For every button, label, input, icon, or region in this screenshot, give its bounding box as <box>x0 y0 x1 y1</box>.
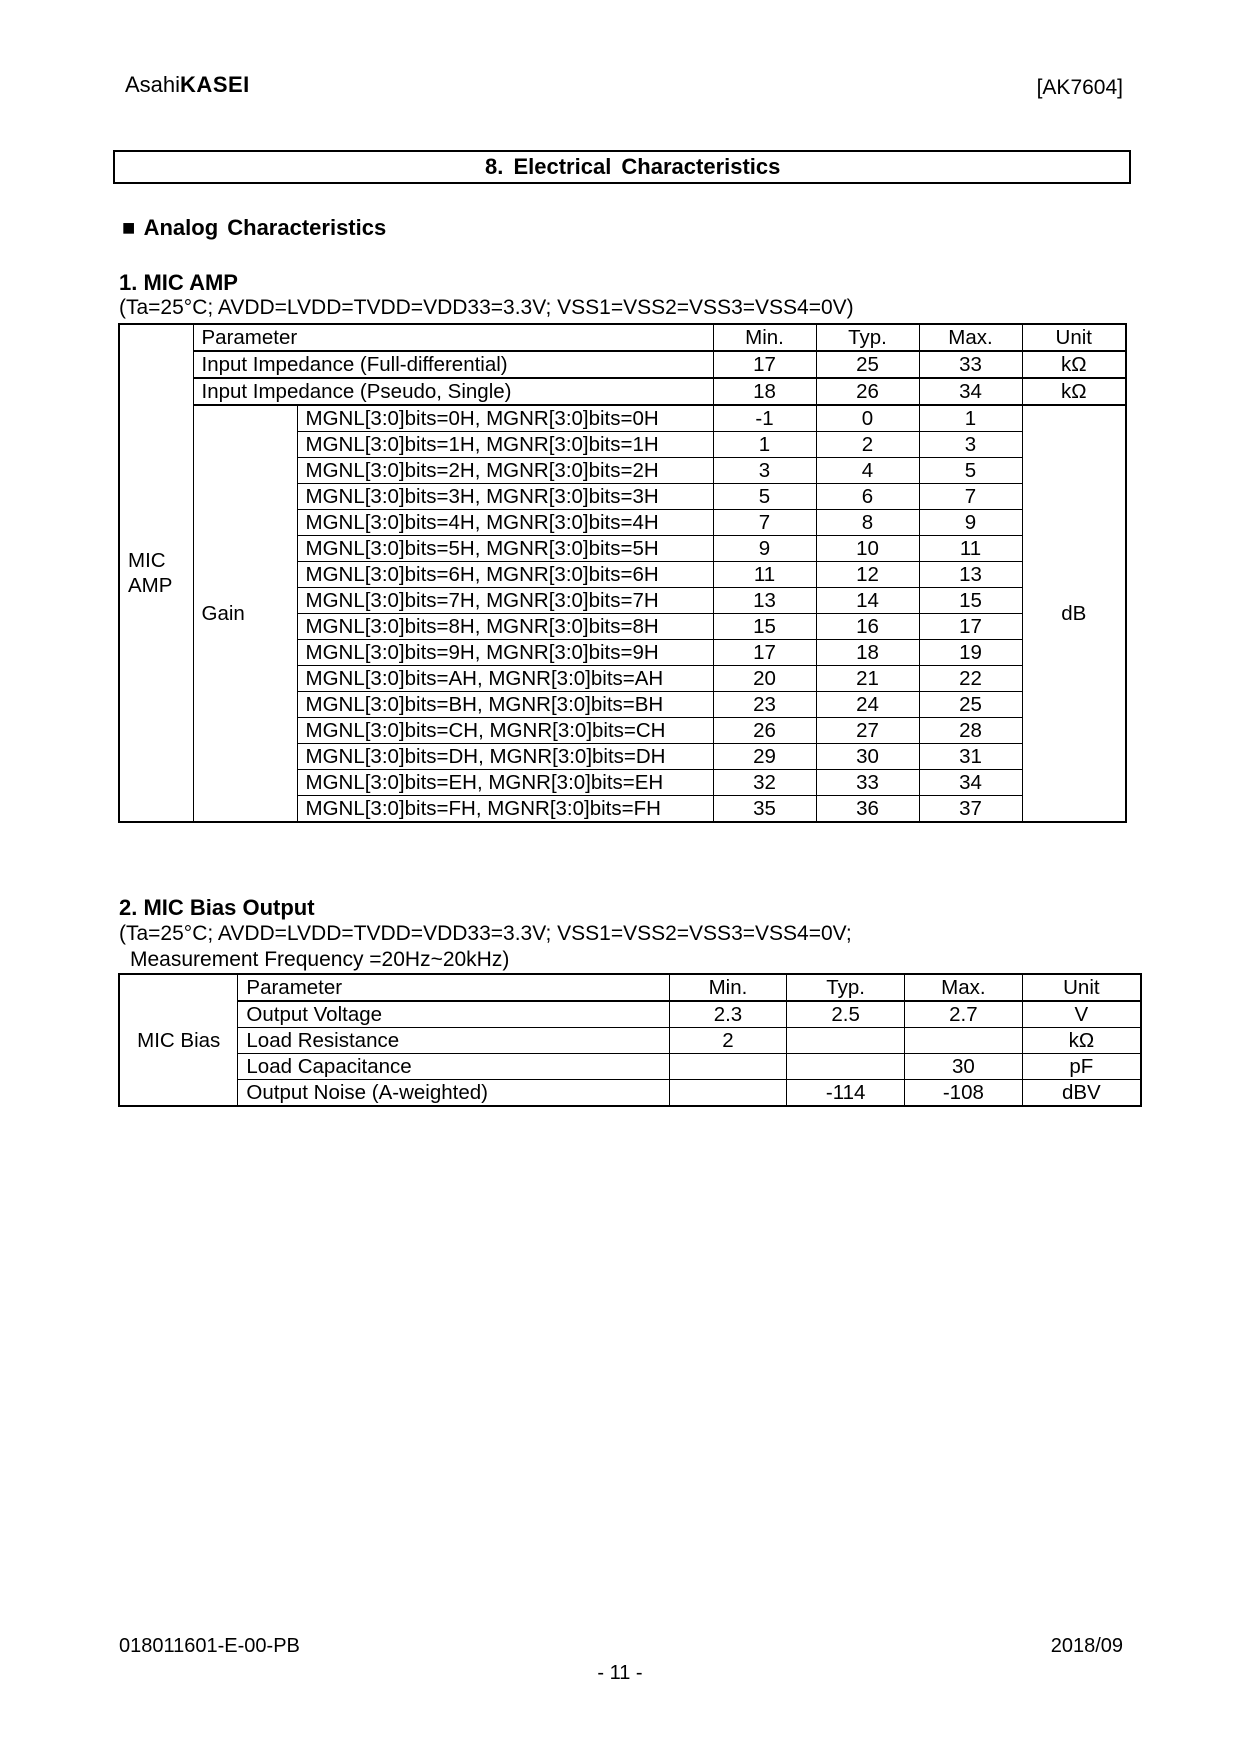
document-tag: [AK7604] <box>1036 76 1123 99</box>
min-cell: 7 <box>713 510 816 536</box>
min-cell: 35 <box>713 796 816 823</box>
max-cell: 22 <box>919 666 1022 692</box>
gain-condition-cell: MGNL[3:0]bits=AH, MGNR[3:0]bits=AH <box>297 666 713 692</box>
gain-condition-cell: MGNL[3:0]bits=BH, MGNR[3:0]bits=BH <box>297 692 713 718</box>
parameter-cell: Input Impedance (Full-differential) <box>193 351 713 378</box>
table-row <box>119 1080 1141 1107</box>
gain-condition-cell: MGNL[3:0]bits=1H, MGNR[3:0]bits=1H <box>297 432 713 458</box>
unit-cell: pF <box>1022 1054 1141 1080</box>
header-unit: Unit <box>1022 324 1126 351</box>
min-cell: 26 <box>713 718 816 744</box>
mic-bias-heading: 2. MIC Bias Output <box>119 895 315 920</box>
header-parameter: Parameter <box>193 324 713 351</box>
header-min: Min. <box>713 324 816 351</box>
gain-condition-cell: MGNL[3:0]bits=8H, MGNR[3:0]bits=8H <box>297 614 713 640</box>
typ-cell: 30 <box>816 744 919 770</box>
company-logo <box>125 72 250 98</box>
header-parameter: Parameter <box>238 974 669 1001</box>
section-title: 8. Electrical Characteristics <box>485 154 781 179</box>
max-cell: 15 <box>919 588 1022 614</box>
typ-cell <box>787 1054 905 1080</box>
max-cell: 25 <box>919 692 1022 718</box>
min-cell: 29 <box>713 744 816 770</box>
header-unit: Unit <box>1022 974 1141 1001</box>
min-cell: 2 <box>669 1028 787 1054</box>
max-cell: 31 <box>919 744 1022 770</box>
gain-condition-cell: MGNL[3:0]bits=CH, MGNR[3:0]bits=CH <box>297 718 713 744</box>
parameter-cell: Input Impedance (Pseudo, Single) <box>193 378 713 405</box>
unit-cell: kΩ <box>1022 351 1126 378</box>
mic-amp-group-label <box>119 324 193 822</box>
min-cell: 9 <box>713 536 816 562</box>
unit-cell: kΩ <box>1022 1028 1141 1054</box>
mic-amp-table <box>118 323 1127 823</box>
gain-condition-cell: MGNL[3:0]bits=7H, MGNR[3:0]bits=7H <box>297 588 713 614</box>
group-label-line-1: MIC <box>128 549 166 572</box>
parameter-cell: Output Noise (A-weighted) <box>238 1080 669 1107</box>
max-cell: 33 <box>919 351 1022 378</box>
mic-bias-conditions-2: Measurement Frequency =20Hz~20kHz) <box>130 948 510 971</box>
gain-condition-cell: MGNL[3:0]bits=DH, MGNR[3:0]bits=DH <box>297 744 713 770</box>
gain-label: Gain <box>193 405 297 822</box>
min-cell: 32 <box>713 770 816 796</box>
min-cell: 17 <box>713 351 816 378</box>
logo-brand: KASEI <box>180 72 250 97</box>
max-cell: 11 <box>919 536 1022 562</box>
max-cell: 34 <box>919 378 1022 405</box>
typ-cell: 16 <box>816 614 919 640</box>
min-cell: 1 <box>713 432 816 458</box>
table-header-row <box>119 974 1141 1001</box>
logo-prefix: Asahi <box>125 72 181 97</box>
max-cell: 13 <box>919 562 1022 588</box>
mic-bias-table <box>118 973 1142 1107</box>
min-cell: 13 <box>713 588 816 614</box>
typ-cell: 2.5 <box>787 1001 905 1028</box>
header-typ: Typ. <box>787 974 905 1001</box>
typ-cell: 2 <box>816 432 919 458</box>
typ-cell: 24 <box>816 692 919 718</box>
typ-cell: 25 <box>816 351 919 378</box>
min-cell: 3 <box>713 458 816 484</box>
max-cell: 34 <box>919 770 1022 796</box>
max-cell: 1 <box>919 405 1022 432</box>
header-min: Min. <box>669 974 787 1001</box>
table-row <box>119 1001 1141 1028</box>
max-cell: 9 <box>919 510 1022 536</box>
min-cell <box>669 1080 787 1107</box>
gain-condition-cell: MGNL[3:0]bits=2H, MGNR[3:0]bits=2H <box>297 458 713 484</box>
max-cell: 19 <box>919 640 1022 666</box>
typ-cell <box>787 1028 905 1054</box>
max-cell: 2.7 <box>905 1001 1023 1028</box>
gain-condition-cell: MGNL[3:0]bits=4H, MGNR[3:0]bits=4H <box>297 510 713 536</box>
typ-cell: 33 <box>816 770 919 796</box>
typ-cell: -114 <box>787 1080 905 1107</box>
min-cell: 17 <box>713 640 816 666</box>
unit-cell: kΩ <box>1022 378 1126 405</box>
typ-cell: 18 <box>816 640 919 666</box>
max-cell: 5 <box>919 458 1022 484</box>
max-cell: 37 <box>919 796 1022 823</box>
max-cell: 30 <box>905 1054 1023 1080</box>
gain-condition-cell: MGNL[3:0]bits=9H, MGNR[3:0]bits=9H <box>297 640 713 666</box>
min-cell: 15 <box>713 614 816 640</box>
table-header-row <box>119 324 1126 351</box>
gain-condition-cell: MGNL[3:0]bits=0H, MGNR[3:0]bits=0H <box>297 405 713 432</box>
typ-cell: 8 <box>816 510 919 536</box>
typ-cell: 14 <box>816 588 919 614</box>
typ-cell: 36 <box>816 796 919 823</box>
gain-condition-cell: MGNL[3:0]bits=6H, MGNR[3:0]bits=6H <box>297 562 713 588</box>
footer-date: 2018/09 <box>1050 1635 1123 1657</box>
table-row <box>119 1054 1141 1080</box>
typ-cell: 0 <box>816 405 919 432</box>
header-max: Max. <box>919 324 1022 351</box>
typ-cell: 21 <box>816 666 919 692</box>
min-cell: 5 <box>713 484 816 510</box>
gain-unit-cell: dB <box>1022 405 1126 822</box>
parameter-cell: Load Capacitance <box>238 1054 669 1080</box>
group-label-line-2: AMP <box>128 574 173 597</box>
mic-amp-conditions: (Ta=25°C; AVDD=LVDD=TVDD=VDD33=3.3V; VSS1=VSS2=VSS3=VSS4=0V) <box>119 296 854 319</box>
header-typ: Typ. <box>816 324 919 351</box>
min-cell: 20 <box>713 666 816 692</box>
footer-page-number: - 11 - <box>597 1662 643 1684</box>
table-row <box>119 351 1126 378</box>
gain-condition-cell: MGNL[3:0]bits=FH, MGNR[3:0]bits=FH <box>297 796 713 823</box>
max-cell: 7 <box>919 484 1022 510</box>
min-cell: 11 <box>713 562 816 588</box>
typ-cell: 10 <box>816 536 919 562</box>
min-cell: 18 <box>713 378 816 405</box>
unit-cell: V <box>1022 1001 1141 1028</box>
footer-doc-number: 018011601-E-00-PB <box>119 1635 300 1657</box>
table-row <box>119 405 1126 432</box>
min-cell <box>669 1054 787 1080</box>
section-title-box <box>113 150 1131 184</box>
gain-condition-cell: MGNL[3:0]bits=EH, MGNR[3:0]bits=EH <box>297 770 713 796</box>
min-cell: 23 <box>713 692 816 718</box>
parameter-cell: Output Voltage <box>238 1001 669 1028</box>
min-cell: -1 <box>713 405 816 432</box>
gain-condition-cell: MGNL[3:0]bits=5H, MGNR[3:0]bits=5H <box>297 536 713 562</box>
table-row <box>119 1028 1141 1054</box>
typ-cell: 27 <box>816 718 919 744</box>
max-cell: -108 <box>905 1080 1023 1107</box>
table-row <box>119 378 1126 405</box>
mic-bias-group-label: MIC Bias <box>119 974 238 1106</box>
mic-amp-heading: 1. MIC AMP <box>119 270 238 295</box>
header-max: Max. <box>905 974 1023 1001</box>
parameter-cell: Load Resistance <box>238 1028 669 1054</box>
typ-cell: 12 <box>816 562 919 588</box>
mic-bias-conditions-1: (Ta=25°C; AVDD=LVDD=TVDD=VDD33=3.3V; VSS1=VSS2=VSS3=VSS4=0V; <box>119 922 852 945</box>
gain-condition-cell: MGNL[3:0]bits=3H, MGNR[3:0]bits=3H <box>297 484 713 510</box>
typ-cell: 6 <box>816 484 919 510</box>
max-cell: 28 <box>919 718 1022 744</box>
typ-cell: 4 <box>816 458 919 484</box>
unit-cell: dBV <box>1022 1080 1141 1107</box>
subsection-title: ■ Analog Characteristics <box>122 215 387 240</box>
typ-cell: 26 <box>816 378 919 405</box>
max-cell <box>905 1028 1023 1054</box>
max-cell: 17 <box>919 614 1022 640</box>
max-cell: 3 <box>919 432 1022 458</box>
min-cell: 2.3 <box>669 1001 787 1028</box>
